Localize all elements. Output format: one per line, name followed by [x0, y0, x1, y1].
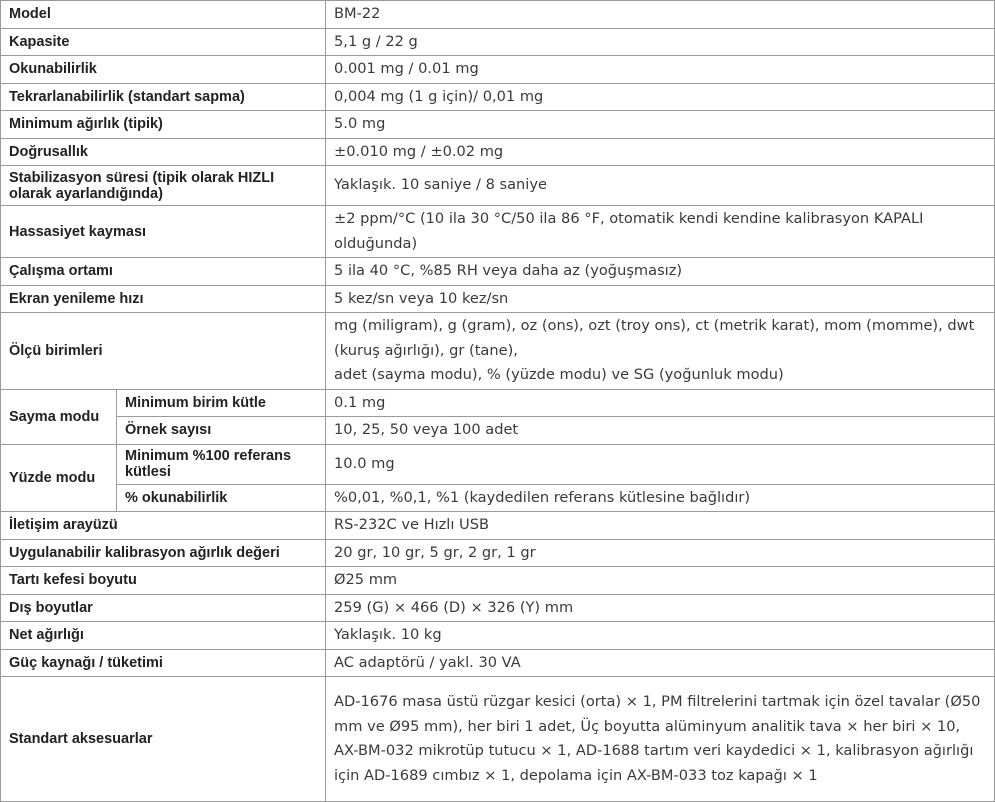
row-value: 5 ila 40 °C, %85 RH veya daha az (yoğuşmasız) [326, 258, 995, 286]
table-row [1, 567, 995, 595]
row-label: Okunabilirlik [1, 56, 326, 84]
row-label: İletişim arayüzü [1, 512, 326, 540]
row-value: BM-22 [326, 1, 995, 29]
row-value: RS-232C ve Hızlı USB [326, 512, 995, 540]
sub-value: 10, 25, 50 veya 100 adet [326, 417, 995, 445]
table-row [1, 649, 995, 677]
row-label: Standart aksesuarlar [1, 677, 326, 802]
row-value [326, 313, 995, 390]
table-row [1, 28, 995, 56]
row-label: Stabilizasyon süresi (tipik olarak HIZLI olarak ayarlandığında) [1, 166, 326, 206]
row-value: Yaklaşık. 10 kg [326, 622, 995, 650]
sub-label: % okunabilirlik [117, 484, 326, 512]
table-row [1, 512, 995, 540]
row-value: 5.0 mg [326, 111, 995, 139]
row-label: Hassasiyet kayması [1, 206, 326, 258]
table-row [1, 166, 995, 206]
row-value: AD-1676 masa üstü rüzgar kesici (orta) × 1, PM filtrelerini tartmak için özel tavalar (Ø50 mm ve Ø95 mm), her biri 1 adet, Üç boyutta alüminyum analitik tava × her biri × 10, AX-BM-032 mikrotüp tutucu × 1, AD-1688 tartım veri kaydedici × 1, kalibrasyon ağırlığı için AD-1689 cımbız × 1, depolama için AX-BM-033 toz kapağı × 1 [326, 677, 995, 802]
table-row [1, 313, 995, 390]
row-value: 0.001 mg / 0.01 mg [326, 56, 995, 84]
row-label: Tartı kefesi boyutu [1, 567, 326, 595]
row-label: Doğrusallık [1, 138, 326, 166]
table-row [1, 389, 995, 417]
table-row [1, 677, 995, 802]
table-row [1, 138, 995, 166]
row-label: Ekran yenileme hızı [1, 285, 326, 313]
row-value: 20 gr, 10 gr, 5 gr, 2 gr, 1 gr [326, 539, 995, 567]
table-row [1, 594, 995, 622]
value-line: adet (sayma modu), % (yüzde modu) ve SG (yoğunluk modu) [334, 366, 784, 383]
row-value: 5 kez/sn veya 10 kez/sn [326, 285, 995, 313]
table-row [1, 1, 995, 29]
sub-label: Minimum birim kütle [117, 389, 326, 417]
table-row [1, 539, 995, 567]
row-value: Ø25 mm [326, 567, 995, 595]
row-label: Uygulanabilir kalibrasyon ağırlık değeri [1, 539, 326, 567]
row-label: Çalışma ortamı [1, 258, 326, 286]
row-label: Minimum ağırlık (tipik) [1, 111, 326, 139]
table-row [1, 56, 995, 84]
table-row [1, 417, 995, 445]
sub-value: 0.1 mg [326, 389, 995, 417]
sub-label: Örnek sayısı [117, 417, 326, 445]
sub-label: Minimum %100 referans kütlesi [117, 444, 326, 484]
row-label: Net ağırlığı [1, 622, 326, 650]
row-value: 259 (G) × 466 (D) × 326 (Y) mm [326, 594, 995, 622]
table-row [1, 622, 995, 650]
table-row [1, 111, 995, 139]
row-value: AC adaptörü / yakl. 30 VA [326, 649, 995, 677]
value-line: mg (miligram), g (gram), oz (ons), ozt (troy ons), ct (metrik karat), mom (momme), dwt (kuruş ağırlığı), gr (tane), [334, 317, 975, 359]
row-value: ±2 ppm/°C (10 ila 30 °C/50 ila 86 °F, otomatik kendi kendine kalibrasyon KAPALI olduğunda) [326, 206, 995, 258]
table-row [1, 285, 995, 313]
table-row [1, 206, 995, 258]
row-value: 0,004 mg (1 g için)/ 0,01 mg [326, 83, 995, 111]
table-row [1, 83, 995, 111]
row-label: Güç kaynağı / tüketimi [1, 649, 326, 677]
table-row [1, 258, 995, 286]
row-label: Ölçü birimleri [1, 313, 326, 390]
row-label: Dış boyutlar [1, 594, 326, 622]
table-row [1, 444, 995, 484]
row-value: ±0.010 mg / ±0.02 mg [326, 138, 995, 166]
group-label-sayma: Sayma modu [1, 389, 117, 444]
row-label: Kapasite [1, 28, 326, 56]
group-label-yuzde: Yüzde modu [1, 444, 117, 512]
sub-value: 10.0 mg [326, 444, 995, 484]
row-label: Tekrarlanabilirlik (standart sapma) [1, 83, 326, 111]
row-label: Model [1, 1, 326, 29]
row-value: 5,1 g / 22 g [326, 28, 995, 56]
table-row [1, 484, 995, 512]
row-value: Yaklaşık. 10 saniye / 8 saniye [326, 166, 995, 206]
sub-value: %0,01, %0,1, %1 (kaydedilen referans kütlesine bağlıdır) [326, 484, 995, 512]
